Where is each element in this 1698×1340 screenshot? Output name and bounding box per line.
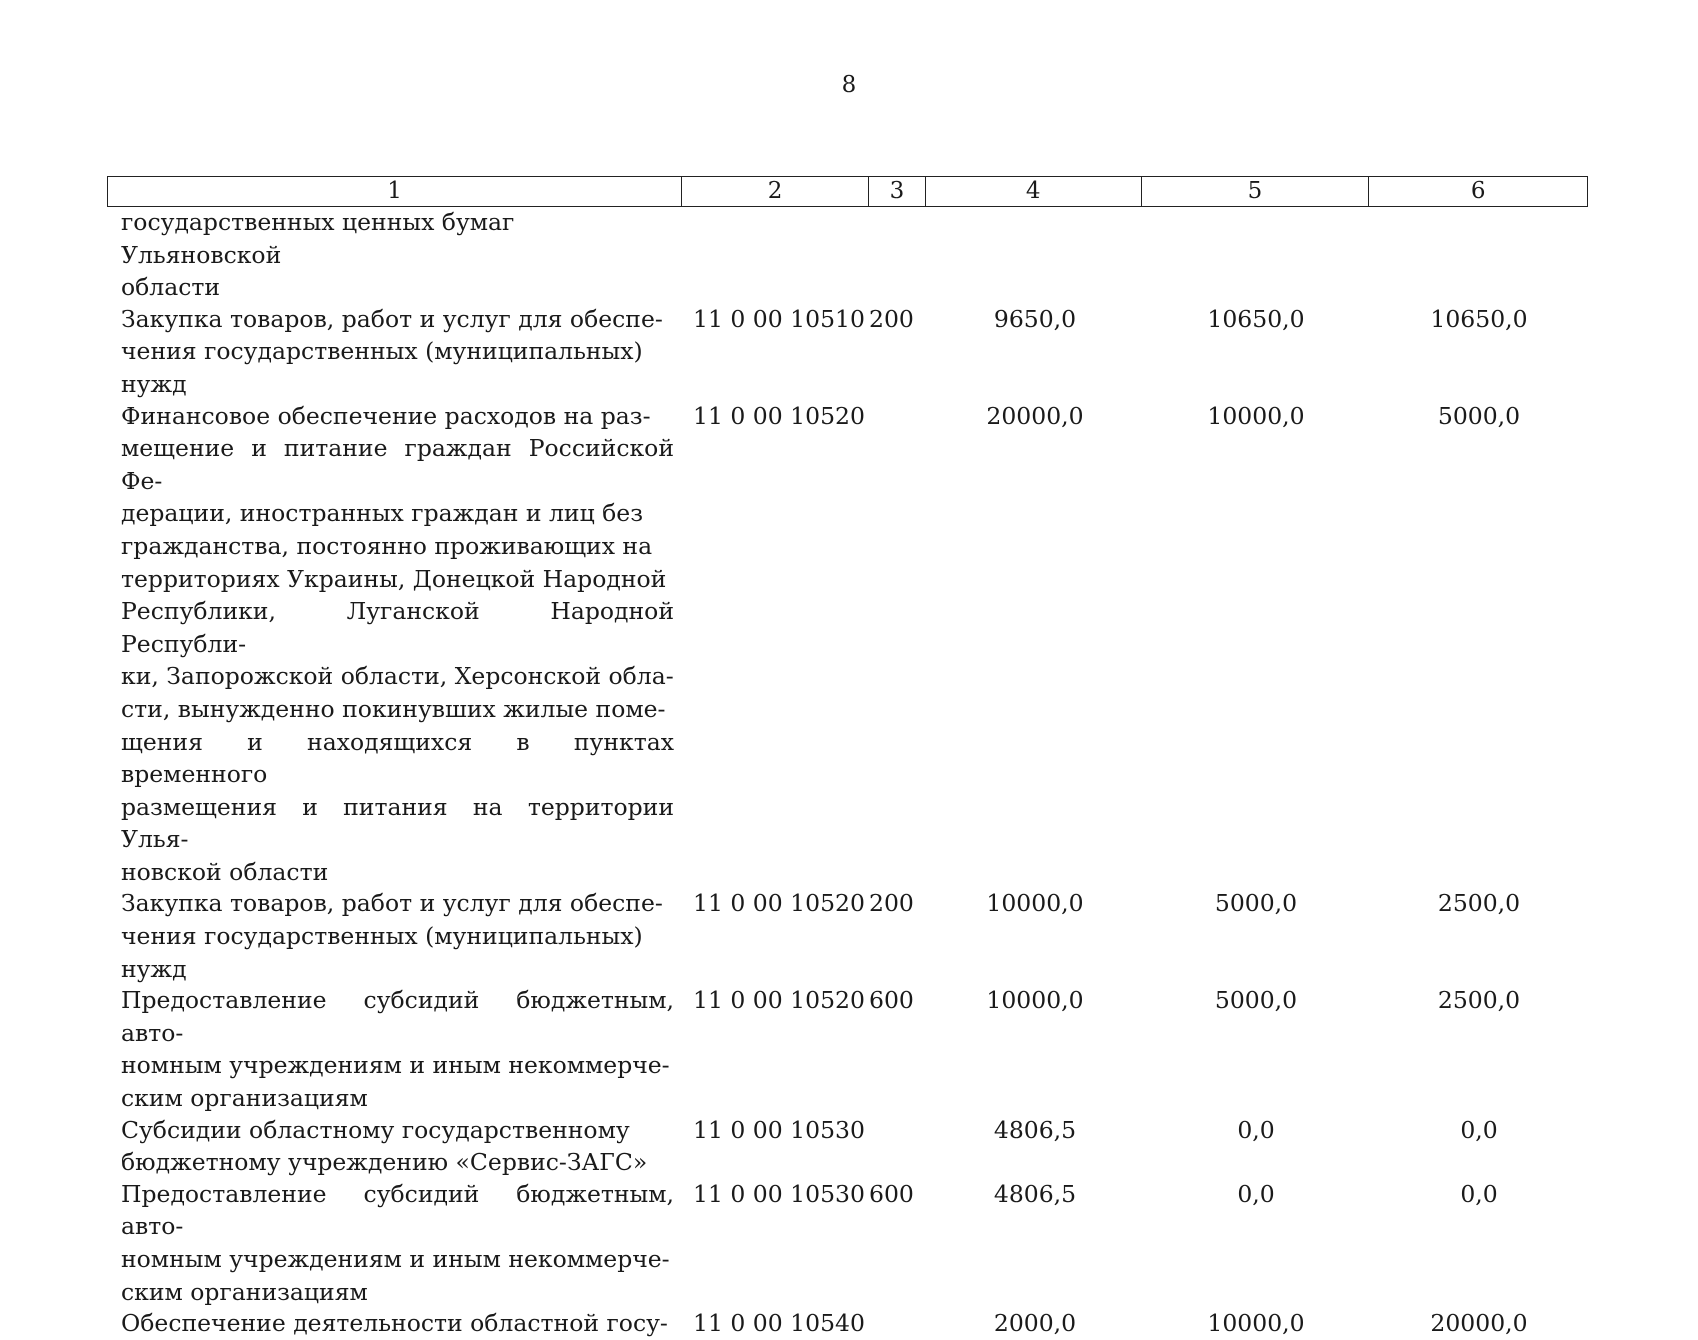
header-col-5: 5 bbox=[1142, 177, 1370, 206]
row-expense-type: 600 bbox=[869, 1179, 914, 1208]
table-row bbox=[107, 206, 1588, 304]
row-value-col4: 20000,0 bbox=[986, 401, 1084, 430]
table-body bbox=[107, 206, 1588, 1340]
row-description: Закупка товаров, работ и услуг для обеспе- чения государственных (муниципальных) нужд bbox=[121, 889, 663, 983]
row-expense-type: 200 bbox=[869, 304, 914, 333]
table-row bbox=[107, 303, 1588, 401]
table-row bbox=[107, 400, 1588, 889]
row-value-col6: 20000,0 bbox=[1430, 1309, 1528, 1338]
header-col-1: 1 bbox=[108, 177, 682, 206]
row-description: Финансовое обеспечение расходов на раз- мещение и питание граждан Российской Фе- дерации, иностранных граждан и лиц без гражданства, постоянно проживающих на территориях Украины, Донецкой Народной Республики, Луганской Народной Республи- ки, Запорожской области, Херсонской обла- сти, вынужденно покинувших жилые поме- щения и находящихся в пунктах временного размещения и питания на территории Улья- новской области bbox=[121, 401, 674, 886]
row-code: 11 0 00 10510 bbox=[693, 304, 865, 333]
row-description: Предоставление субсидий бюджетным, авто- номным учреждениям и иным некоммерче- ским организациям bbox=[121, 1179, 674, 1306]
header-col-2: 2 bbox=[682, 177, 869, 206]
row-code: 11 0 00 10520 bbox=[693, 401, 865, 430]
row-value-col6: 2500,0 bbox=[1437, 889, 1521, 918]
header-col-6: 6 bbox=[1470, 178, 1486, 204]
header-col-4: 4 bbox=[926, 177, 1142, 206]
row-code: 11 0 00 10520 bbox=[693, 986, 865, 1015]
row-value-col5: 10000,0 bbox=[1207, 401, 1305, 430]
table-row bbox=[107, 1307, 1588, 1340]
row-value-col4: 9650,0 bbox=[993, 304, 1077, 333]
row-value-col4: 10000,0 bbox=[986, 889, 1084, 918]
row-value-col4: 4806,5 bbox=[993, 1115, 1077, 1144]
row-value-col5: 0,0 bbox=[1237, 1179, 1275, 1208]
row-description: государственных ценных бумаг Ульяновской области bbox=[121, 208, 515, 302]
row-description: Предоставление субсидий бюджетным, авто- номным учреждениям и иным некоммерче- ским организациям bbox=[121, 986, 674, 1113]
row-value-col5: 5000,0 bbox=[1214, 889, 1298, 918]
row-value-col5: 0,0 bbox=[1237, 1115, 1275, 1144]
page-number: 8 bbox=[841, 72, 857, 98]
row-expense-type: 600 bbox=[869, 986, 914, 1015]
row-expense-type: 200 bbox=[869, 889, 914, 918]
row-value-col4: 10000,0 bbox=[986, 986, 1084, 1015]
row-value-col4: 4806,5 bbox=[993, 1179, 1077, 1208]
row-description: Закупка товаров, работ и услуг для обеспе- чения государственных (муниципальных) нужд bbox=[121, 304, 663, 398]
row-value-col5: 5000,0 bbox=[1214, 986, 1298, 1015]
table-row bbox=[107, 984, 1588, 1114]
table-row bbox=[107, 1178, 1588, 1308]
row-value-col4: 2000,0 bbox=[993, 1309, 1077, 1338]
table-row bbox=[107, 887, 1588, 985]
table-header-row bbox=[107, 176, 1588, 207]
budget-table bbox=[107, 176, 1588, 1340]
row-code: 11 0 00 10530 bbox=[693, 1115, 865, 1144]
row-description: Субсидии областному государственному бюджетному учреждению «Сервис-ЗАГС» bbox=[121, 1115, 648, 1177]
row-value-col6: 0,0 bbox=[1460, 1179, 1498, 1208]
row-code: 11 0 00 10540 bbox=[693, 1309, 865, 1338]
row-value-col6: 5000,0 bbox=[1437, 401, 1521, 430]
row-value-col5: 10000,0 bbox=[1207, 1309, 1305, 1338]
table-row bbox=[107, 1114, 1588, 1179]
row-code: 11 0 00 10520 bbox=[693, 889, 865, 918]
header-col-3: 3 bbox=[869, 177, 926, 206]
row-value-col6: 10650,0 bbox=[1430, 304, 1528, 333]
row-value-col5: 10650,0 bbox=[1207, 304, 1305, 333]
row-value-col6: 0,0 bbox=[1460, 1115, 1498, 1144]
row-value-col6: 2500,0 bbox=[1437, 986, 1521, 1015]
row-description: Обеспечение деятельности областной госу- bbox=[121, 1309, 668, 1338]
row-code: 11 0 00 10530 bbox=[693, 1179, 865, 1208]
